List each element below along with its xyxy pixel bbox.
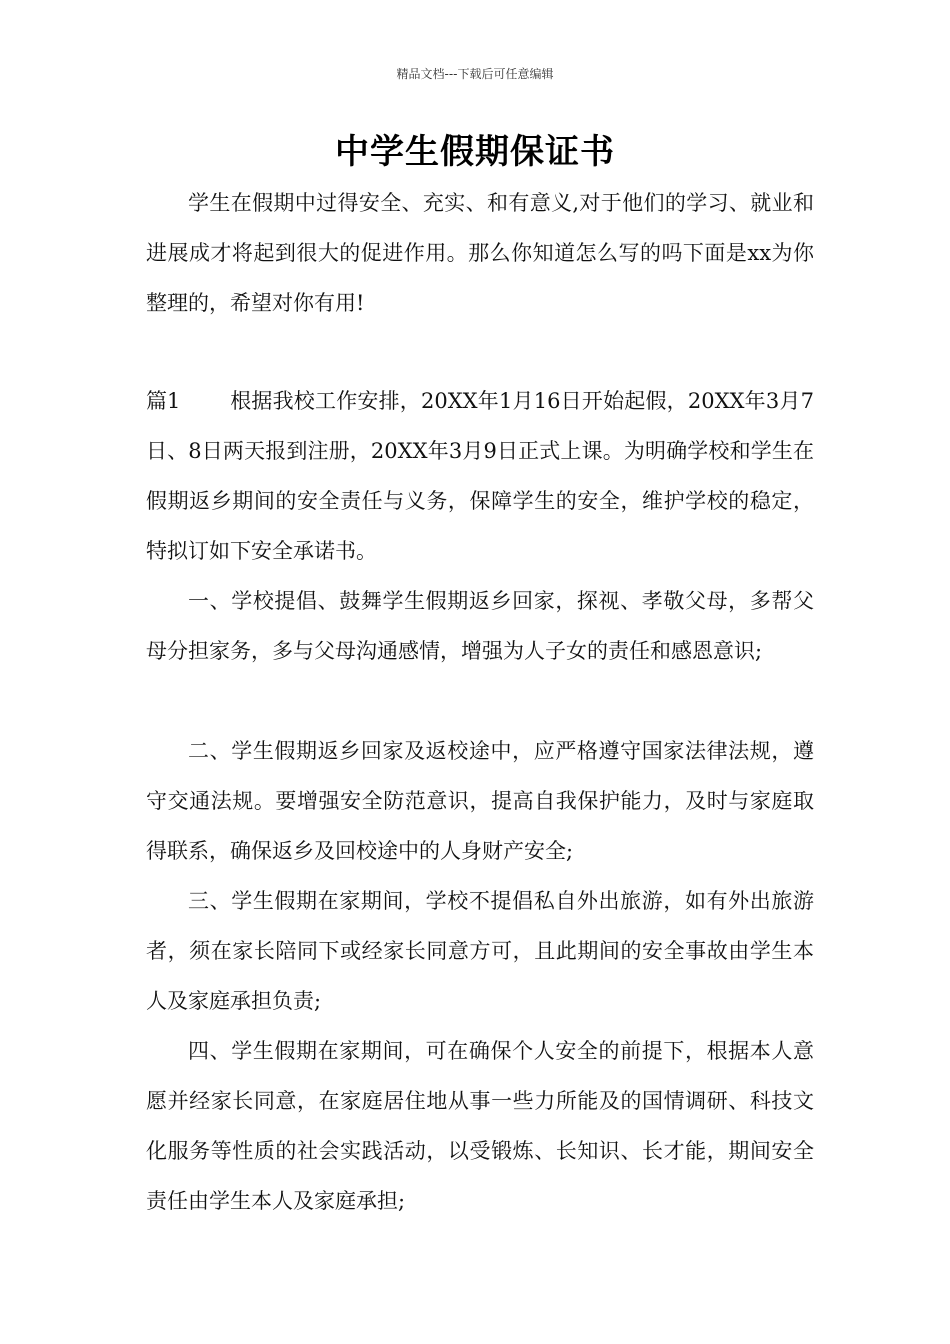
- section-1-text: 根据我校工作安排，20XX年1月16日开始起假，20XX年3月7日、8日两天报到注册，20XX年3月9日正式上课。为明确学校和学生在假期返乡期间的安全责任与义务，保障学生的安全，维护学校的稳定，特拟订如下安全承诺书。: [146, 389, 814, 563]
- section-1-label: 篇1: [146, 389, 181, 413]
- clause-4-paragraph: 四、学生假期在家期间，可在确保个人安全的前提下，根据本人意愿并经家长同意，在家庭居住地从事一些力所能及的国情调研、科技文化服务等性质的社会实践活动，以受锻炼、长知识、长才能，期间安全责任由学生本人及家庭承担;: [146, 1039, 814, 1213]
- section-1-paragraph: [146, 376, 814, 576]
- intro-paragraph: 学生在假期中过得安全、充实、和有意义,对于他们的学习、就业和进展成才将起到很大的促进作用。那么你知道怎么写的吗下面是xx为你整理的，希望对你有用!: [146, 191, 814, 315]
- page-header-watermark: 精品文档---下载后可任意编辑: [396, 67, 554, 81]
- clause-1-paragraph: 一、学校提倡、鼓舞学生假期返乡回家，探视、孝敬父母，多帮父母分担家务，多与父母沟通感情，增强为人子女的责任和感恩意识;: [146, 589, 814, 663]
- document-title: 中学生假期保证书: [335, 132, 615, 172]
- clause-2-paragraph: 二、学生假期返乡回家及返校途中，应严格遵守国家法律法规，遵守交通法规。要增强安全防范意识，提高自我保护能力，及时与家庭取得联系，确保返乡及回校途中的人身财产安全;: [146, 739, 814, 863]
- clause-3-paragraph: 三、学生假期在家期间，学校不提倡私自外出旅游，如有外出旅游者，须在家长陪同下或经家长同意方可，且此期间的安全事故由学生本人及家庭承担负责;: [146, 889, 814, 1013]
